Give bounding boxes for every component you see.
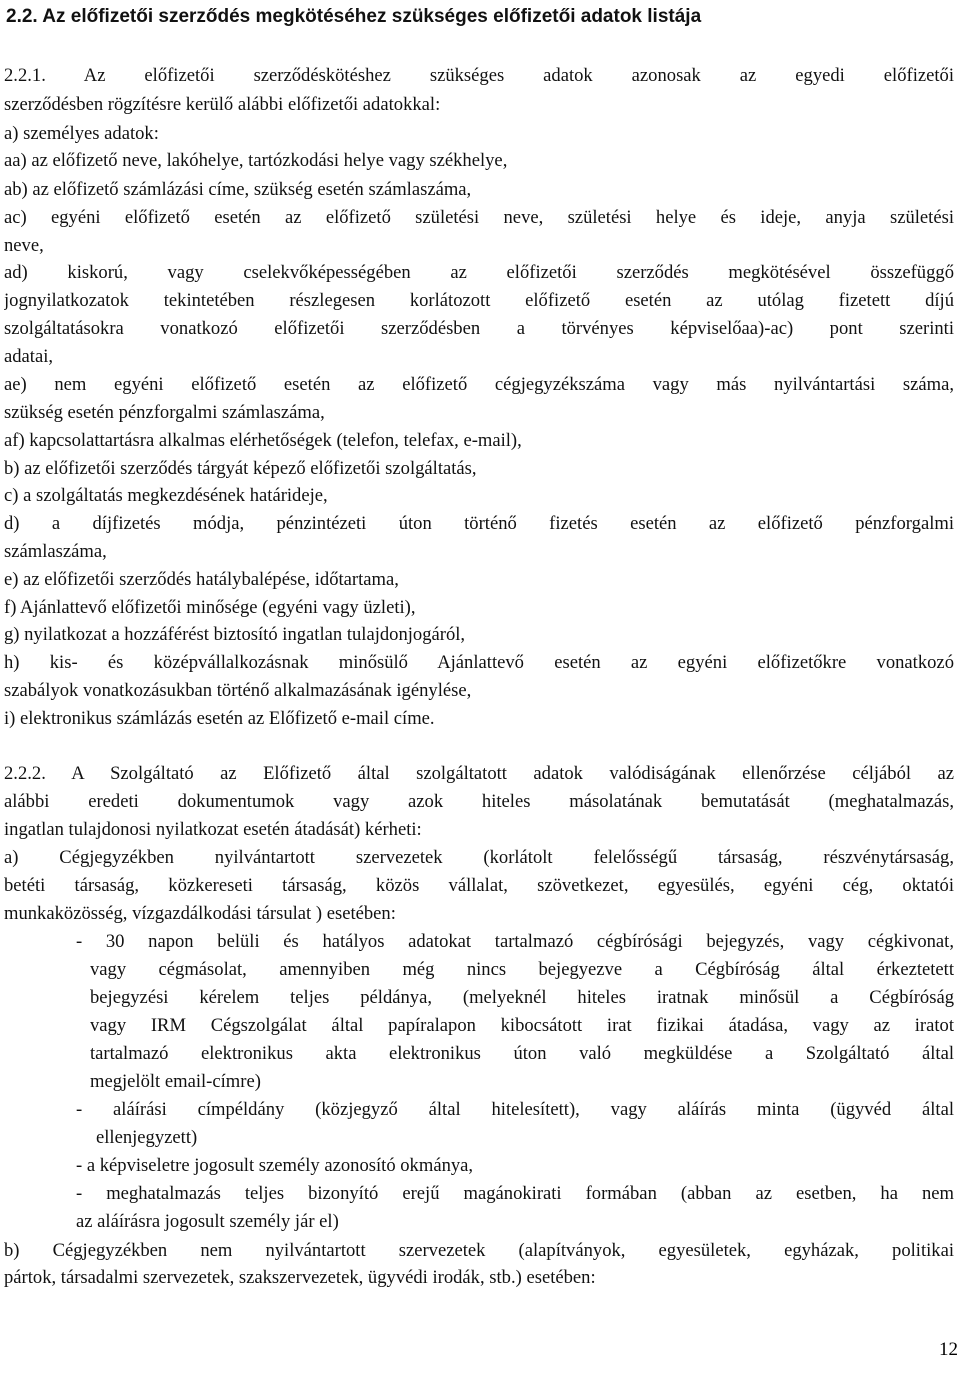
text-line: b) Cégjegyzékben nem nyilvántartott szervezetek (alapítványok, egyesületek, egyházak, politikai xyxy=(4,1240,954,1261)
text-line: ellenjegyzett) xyxy=(96,1127,198,1148)
text-line: - meghatalmazás teljes bizonyító erejű magánokirati formában (abban az esetben, ha nem xyxy=(76,1183,954,1204)
text-line: pártok, társadalmi szervezetek, szakszervezetek, ügyvédi irodák, stb.) esetében: xyxy=(4,1267,596,1288)
section-heading: 2.2. Az előfizetői szerződés megkötéséhez szükséges előfizetői adatok listája xyxy=(6,6,702,27)
text-line: - a képviseletre jogosult személy azonosító okmánya, xyxy=(76,1155,474,1176)
text-line: aa) az előfizető neve, lakóhelye, tartózkodási helye vagy székhelye, xyxy=(4,150,508,171)
text-line: h) kis- és középvállalkozásnak minősülő Ajánlattevő esetén az egyéni előfizetőkre vonatkozó xyxy=(4,652,954,673)
text-line: i) elektronikus számlázás esetén az Előfizető e-mail címe. xyxy=(4,708,435,729)
text-line: betéti társaság, közkereseti társaság, közös vállalat, szövetkezet, egyesülés, egyéni cég, oktatói xyxy=(4,875,954,896)
text-line: számlaszáma, xyxy=(4,541,107,562)
text-line: jognyilatkozatok tekintetében részlegesen korlátozott előfizető esetén az utólag fizetett díjú xyxy=(4,290,954,311)
text-line: ab) az előfizető számlázási címe, szükség esetén számlaszáma, xyxy=(4,179,472,200)
text-line: szerződésben rögzítésre kerülő alábbi előfizetői adatokkal: xyxy=(4,94,441,115)
text-line: a) Cégjegyzékben nyilvántartott szervezetek (korlátolt felelősségű társaság, részvénytársaság, xyxy=(4,847,954,868)
text-line: 2.2.2. A Szolgáltató az Előfizető által szolgáltatott adatok valódiságának ellenőrzése céljából az xyxy=(4,763,954,784)
text-line: megjelölt email-címre) xyxy=(90,1071,261,1092)
text-line: szabályok vonatkozásukban történő alkalmazásának igénylése, xyxy=(4,680,472,701)
text-line: alábbi eredeti dokumentumok vagy azok hiteles másolatának bemutatását (meghatalmazás, xyxy=(4,791,954,812)
text-line: e) az előfizetői szerződés hatálybalépése, időtartama, xyxy=(4,569,399,590)
text-line: bejegyzési kérelem teljes példánya, (melyeknél hiteles iratnak minősül a Cégbíróság xyxy=(90,987,954,1008)
text-line: tartalmazó elektronikus akta elektronikus úton való megküldése a Szolgáltató által xyxy=(90,1043,954,1064)
text-line: 2.2.1. Az előfizetői szerződéskötéshez szükséges adatok azonosak az egyedi előfizetői xyxy=(4,65,954,86)
text-line: ae) nem egyéni előfizető esetén az előfizető cégjegyzékszáma vagy más nyilvántartási száma, xyxy=(4,374,954,395)
text-line: d) a díjfizetés módja, pénzintézeti úton történő fizetés esetén az előfizető pénzforgalmi xyxy=(4,513,954,534)
text-line: ingatlan tulajdonosi nyilatkozat esetén átadását) kérheti: xyxy=(4,819,422,840)
text-line: ad) kiskorú, vagy cselekvőképességében az előfizetői szerződés megkötésével összefüggő xyxy=(4,262,954,283)
text-line: vagy IRM Cégszolgálat által papíralapon kibocsátott irat fizikai átadása, vagy az iratot xyxy=(90,1015,954,1036)
text-line: af) kapcsolattartásra alkalmas elérhetőségek (telefon, telefax, e-mail), xyxy=(4,430,522,451)
text-line: szükség esetén pénzforgalmi számlaszáma, xyxy=(4,402,325,423)
text-line: adatai, xyxy=(4,346,54,367)
text-line: b) az előfizetői szerződés tárgyát képező előfizetői szolgáltatás, xyxy=(4,458,477,479)
text-line: neve, xyxy=(4,235,44,256)
page-number: 12 xyxy=(939,1339,958,1360)
text-line: szolgáltatásokra vonatkozó előfizetői szerződésben a törvényes képviselőaa)-ac) pont szerinti xyxy=(4,318,954,339)
text-line: f) Ajánlattevő előfizetői minősége (egyéni vagy üzleti), xyxy=(4,597,416,618)
text-line: a) személyes adatok: xyxy=(4,123,159,144)
text-line: vagy cégmásolat, amennyiben még nincs bejegyezve a Cégbíróság által érkeztetett xyxy=(90,959,954,980)
text-line: c) a szolgáltatás megkezdésének határideje, xyxy=(4,485,328,506)
text-line: munkaközösség, vízgazdálkodási társulat ) esetében: xyxy=(4,903,396,924)
text-line: g) nyilatkozat a hozzáférést biztosító ingatlan tulajdonjogáról, xyxy=(4,624,466,645)
text-line: - 30 napon belüli és hatályos adatokat tartalmazó cégbírósági bejegyzés, vagy cégkivonat, xyxy=(76,931,954,952)
text-line: - aláírási címpéldány (közjegyző által hitelesített), vagy aláírás minta (ügyvéd által xyxy=(76,1099,954,1120)
text-line: ac) egyéni előfizető esetén az előfizető születési neve, születési helye és ideje, anyja születési xyxy=(4,207,954,228)
text-line: az aláírásra jogosult személy jár el) xyxy=(76,1211,339,1232)
